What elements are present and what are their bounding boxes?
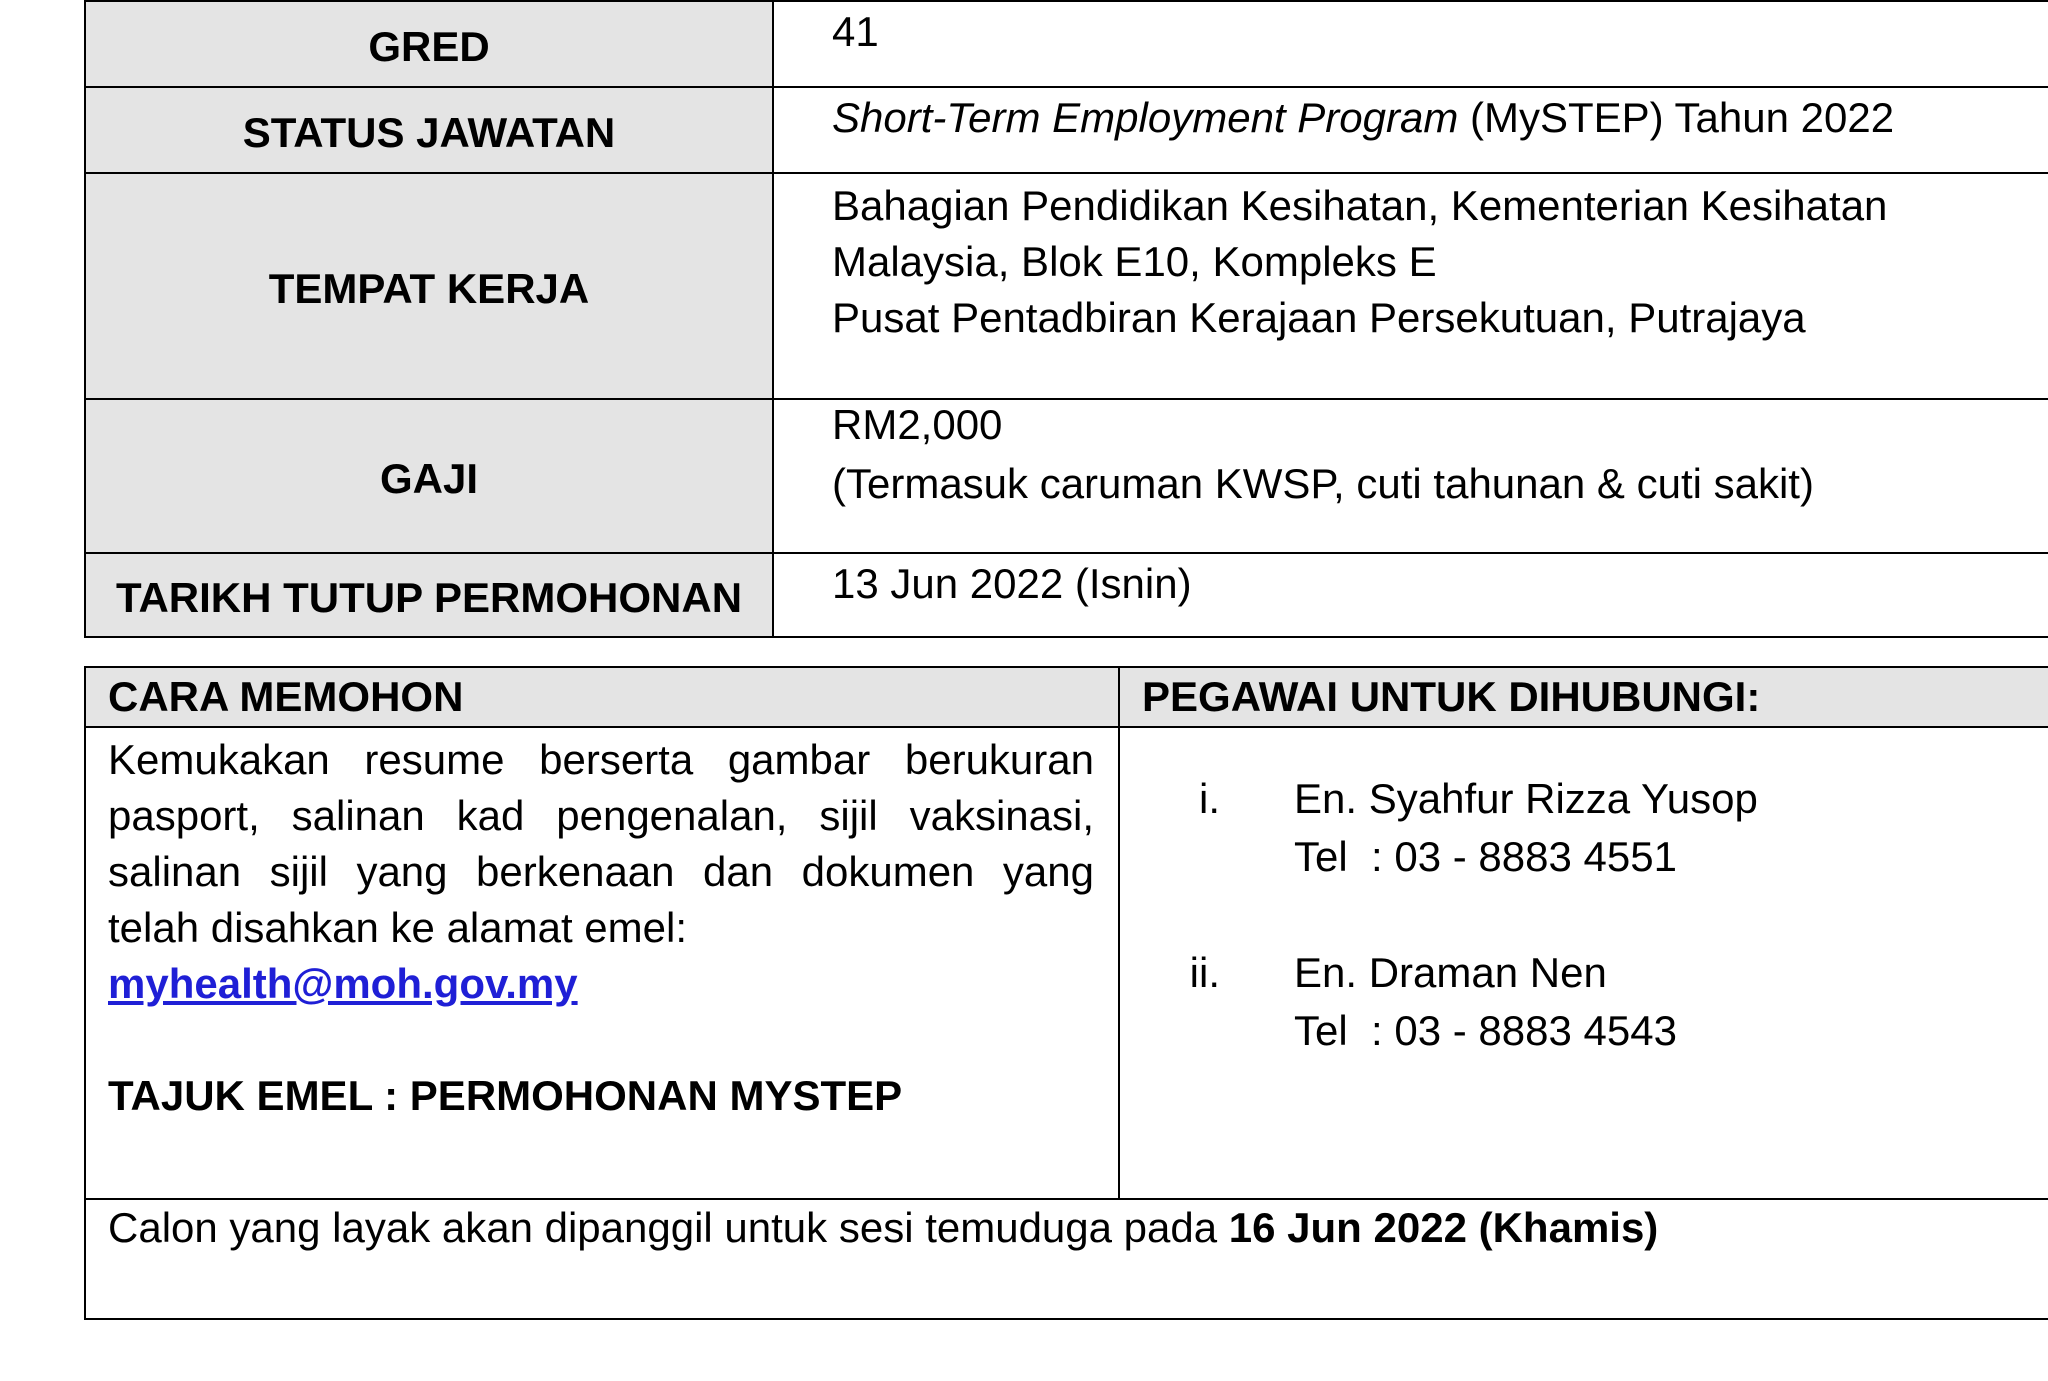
contact-phone: Tel : 03 - 8883 4551 xyxy=(1294,833,1677,880)
gred-row xyxy=(85,1,2048,87)
tarikh-value-text: 13 Jun 2022 (Isnin) xyxy=(832,560,1192,607)
tempat-label: TEMPAT KERJA xyxy=(85,173,773,399)
email-subject: TAJUK EMEL : PERMOHONAN MYSTEP xyxy=(108,1072,903,1119)
contact-name: En. Syahfur Rizza Yusop xyxy=(1294,775,1758,822)
status-value-italic: Short-Term Employment Program xyxy=(832,94,1459,141)
tarikh-label: TARIKH TUTUP PERMOHONAN xyxy=(85,553,773,637)
email-link[interactable]: myhealth@moh.gov.my xyxy=(108,960,578,1007)
footer-row xyxy=(85,1199,2048,1319)
interview-date: 16 Jun 2022 (Khamis) xyxy=(1228,1204,1659,1251)
tempat-row xyxy=(85,173,2048,399)
apply-body-row xyxy=(85,727,2048,1199)
gaji-label: GAJI xyxy=(85,399,773,553)
gred-value xyxy=(773,1,2048,87)
how-to-apply-cell xyxy=(85,727,1119,1199)
status-value-rest: (MySTEP) Tahun 2022 xyxy=(1458,94,1895,141)
contact-heading: PEGAWAI UNTUK DIHUBUNGI: xyxy=(1119,667,2048,727)
contact-phone: Tel : 03 - 8883 4543 xyxy=(1294,1007,1677,1054)
contacts-cell xyxy=(1119,727,2048,1199)
gaji-line-2: (Termasuk caruman KWSP, cuti tahunan & cuti sakit) xyxy=(832,460,1814,507)
tempat-line-2: Malaysia, Blok E10, Kompleks E xyxy=(832,238,1437,285)
how-to-apply-heading: CARA MEMOHON xyxy=(85,667,1119,727)
interview-note xyxy=(85,1199,2048,1319)
tarikh-value xyxy=(773,553,2048,637)
gaji-line-1: RM2,000 xyxy=(832,401,1003,448)
gred-label: GRED xyxy=(85,1,773,87)
contact-number: ii. xyxy=(1189,949,1220,996)
instructions-text: Kemukakan resume berserta gambar berukuran pasport, salinan kad pengenalan, sijil vaksinasi, salinan sijil yang berkenaan dan dokumen yang telah disahkan ke alamat emel: xyxy=(108,736,1094,951)
tarikh-row xyxy=(85,553,2048,637)
gaji-value xyxy=(773,399,2048,553)
status-row xyxy=(85,87,2048,173)
status-value xyxy=(773,87,2048,173)
contact-number: i. xyxy=(1199,775,1220,822)
application-table xyxy=(84,666,2048,1320)
interview-note-text: Calon yang layak akan dipanggil untuk sesi temuduga pada xyxy=(108,1204,1229,1251)
contact-name: En. Draman Nen xyxy=(1294,949,1607,996)
tempat-line-3: Pusat Pentadbiran Kerajaan Persekutuan, Putrajaya xyxy=(832,294,1806,341)
gaji-row xyxy=(85,399,2048,553)
job-details-table xyxy=(84,0,2048,638)
gred-value-text: 41 xyxy=(832,8,879,55)
tempat-line-1: Bahagian Pendidikan Kesihatan, Kementerian Kesihatan xyxy=(832,182,1888,229)
tempat-value xyxy=(773,173,2048,399)
status-label: STATUS JAWATAN xyxy=(85,87,773,173)
apply-header-row xyxy=(85,667,2048,727)
